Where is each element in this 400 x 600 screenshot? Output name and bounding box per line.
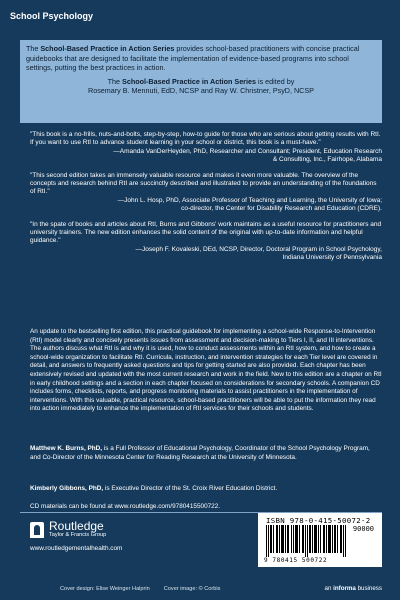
cover-image-credit: Cover image: © Corbis: [163, 586, 221, 592]
quote-attribution: —Joseph F. Kovaleski, DEd, NCSP, Director, Doctoral Program in School Psychology,: [135, 245, 382, 253]
barcode-number: 9 780415 500722: [264, 557, 328, 564]
publisher-block: [30, 520, 122, 552]
quote-text: "This book is a no-frills, nuts-and-bolts, step-by-step, how-to guide for those who are serious about getting results with RtI. If you want to use RtI to advance student learning in your school or district, this book is a must-have.": [30, 131, 381, 147]
series-editors: Rosemary B. Mennuti, EdD, NCSP and Ray W. Christner, PsyD, NCSP: [88, 86, 314, 96]
series-intro: The School-Based Practice in Action Series provides school-based practitioners with concise practical guidebooks that are designed to facilitate the implementation of evidence-based programs into school settings, putting the best practices in action.: [26, 44, 360, 73]
isbn-barcode: [258, 513, 382, 567]
author-name: Kimberly Gibbons, PhD,: [30, 485, 104, 492]
category-label: School Psychology: [10, 11, 94, 21]
quote-attribution: Indiana University of Pennsylvania: [282, 254, 382, 262]
series-name: School-Based Practice in Action Series: [40, 44, 175, 53]
cover-credits: [60, 586, 220, 592]
publisher-name: Routledge: [49, 519, 104, 533]
quote-text: "This second edition takes an immensely valuable resource and makes it even more valuable. The overview of the concepts and research behind RtI are succinctly described and illustrated to provide an understanding of the foundations of RtI.": [30, 171, 377, 196]
author-bio: [30, 485, 382, 494]
quote-attribution: & Consulting, Inc., Fairhope, Alabama: [272, 156, 382, 164]
author-name: Matthew K. Burns, PhD,: [30, 445, 103, 452]
endorsement-quote: [30, 172, 382, 214]
author-bio-text: is a Full Professor of Educational Psychology, Coordinator of the School Psychology Program, and Co-Director of the Minnesota Center for Reading Research at the University of Minnesota.: [30, 445, 370, 461]
publisher-group: Taylor & Francis Group: [49, 532, 107, 538]
cover-design-credit: Cover design: Elise Weinger Halprin: [60, 586, 150, 592]
endorsement-quote: [30, 221, 382, 263]
quote-attribution: co-director, the Center for Disability Research and Education (CDRE).: [181, 205, 382, 213]
endorsements: [30, 131, 382, 270]
barcode-icon: [264, 525, 348, 557]
quote-attribution: —John L. Hosp, PhD, Associate Professor of Teaching and Learning, the University of Iowa;: [117, 196, 382, 204]
routledge-logo-icon: [30, 522, 44, 538]
series-edited-by: The School-Based Practice in Action Series is edited by: [107, 76, 295, 86]
price-code: 90000: [352, 525, 374, 533]
informa-brand: informa: [333, 585, 356, 592]
author-bio: [30, 445, 382, 462]
quote-attribution: —Amanda VanDerHeyden, PhD, Researcher and Consultant; President, Education Research: [113, 147, 382, 155]
informa-business: an informa business: [324, 585, 382, 592]
cd-materials-note: CD materials can be found at www.routledge.com/9780415500722.: [30, 503, 221, 510]
publisher-logo: [30, 520, 122, 539]
quote-text: "In the spate of books and articles about RtI, Burns and Gibbons' work maintains as a useful resource for practitioners and university trainers. The new edition enhances the solid content of the original with up-to-date information and helpful guidance.": [30, 220, 382, 245]
author-bio-text: is Executive Director of the St. Croix River Education District.: [103, 485, 278, 492]
isbn-label: ISBN 978-0-415-50072-2: [266, 516, 371, 525]
publisher-url: www.routledgementalhealth.com: [30, 545, 123, 552]
book-description: An update to the bestselling first edition, this practical guidebook for implementing a school-wide Response-to-Intervention (RtI) model clearly and concisely presents issues from assessment and decision-making to Tiers I, II, and III interventions. The authors discuss what RtI is and why it is used, how to conduct assessments within an RtI system, and how to create a school-wide organization to facilitate RtI. Curricula, instruction, and intervention strategies for each Tier level are covered in detail, and answers to frequently asked questions and tips for getting started are also provided. Each chapter has been extensively revised and updated with the most current research and work in the field. New to this edition are a chapter on RtI in early childhood settings and a section in each chapter focused on considerations for secondary schools. A companion CD includes forms, checklists, reports, and progress monitoring materials to assist practitioners in the implementation of interventions. With this valuable, practical resource, school-based practitioners will be able to put the information they read into action immediately to enhance the implementation of RtI services for their schools and students.: [30, 328, 382, 413]
series-info-box: [20, 40, 382, 123]
endorsement-quote: [30, 131, 382, 165]
